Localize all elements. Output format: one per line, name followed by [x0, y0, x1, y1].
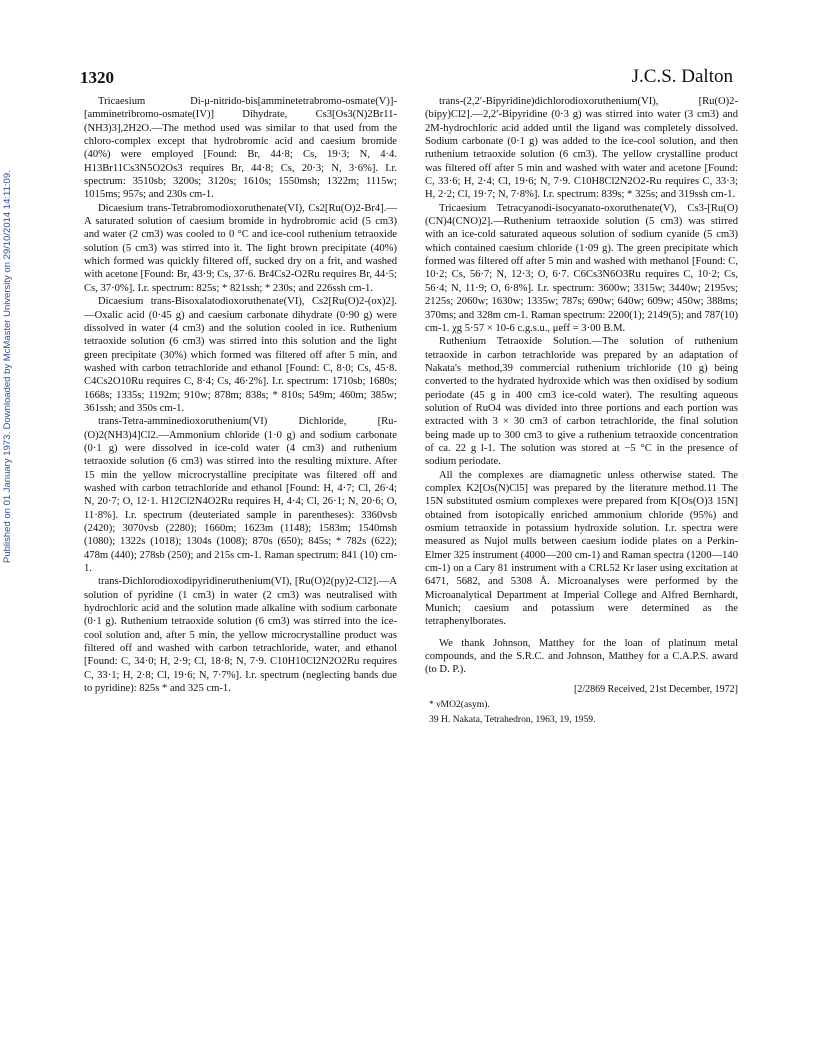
paragraph-general-methods: All the complexes are diamagnetic unless otherwise stated. The complex K2[Os(N)Cl5] was prepared by the literature method.11 The 15N substituted osmium complexes were prepared from K[Os(O)3 15N] obtained from isotopically enriched ammonium chloride (95%) and osmium tetraoxide in potassium hydroxide solution. I.r. spectra were measured as Nujol mulls between caesium iodide plates on a Perkin-Elmer 325 instrument (4000—200 cm-1) and Raman spectra (1200—140 cm-1) on a Cary 81 instrument with a CRL52 Kr laser using excitation at 6471, 5682, and 5308 Å. Microanalyses were performed by the Microanalytical Department at Imperial College and Alfred Bernhardt, Munich; caesium and potassium were determined as the tetraphenylborates.: [425, 469, 738, 628]
received-date: [2/2869 Received, 21st December, 1972]: [574, 683, 738, 695]
paragraph-tetra-amminedioxoruthenium: trans-Tetra-amminedioxoruthenium(VI) Dichloride, [Ru-(O)2(NH3)4]Cl2.—Ammonium chloride (1·0 g) and sodium carbonate (0·1 g) were dissolved in ice-cold water (4 cm3) and ruthenium tetraoxide solution (6 cm3) was stirred into the resulting mixture. After 15 min the yellow microcrystalline precipitate was filtered off and washed with carbon tetrachloride and ethanol [Found: H, 4·7; Cl, 26·4; N, 20·7; O, 12·1. H12Cl2N4O2Ru requires H, 4·4; Cl, 26·1; N, 20·6; O, 11·8%]. I.r. spectrum (deuteriated sample in parentheses): 3360vsb (2420); 3070vsb (2280); 1660m; 1623m (1148); 1583m; 1540msh (1080); 1322s (1018); 1304s (1008); 870s (650); 845s; * 782s (622); 478m (440); 278sb (250); and 215s cm-1. Raman spectrum: 841 (10) cm-1.: [84, 416, 397, 575]
paragraph-os-bromide-complex: Tricaesium Di-μ-nitrido-bis[amminetetrabromo-osmate(V)]-[amminetribromo-osmate(IV)] Dihydrate, Cs3[Os3(N)2Br11-(NH3)3],2H2O.—The method used was similar to that used from the chloro-complex except that hydrobromic acid and caesium bromide (40%) were employed [Found: Br, 44·8; Cs, 19·3; N, 4·4. H13Br11Cs3N5O2Os3 requires Br, 44·8; Cs, 20·3; N, 3·6%]. I.r. spectrum: 3510sb; 3200s; 3120s; 1610s; 1550msh; 1322m; 1115w; 1015ms; 957s; and 230s cm-1.: [84, 96, 397, 201]
paragraph-bipyridine-complex: trans-(2,2′-Bipyridine)dichlorodioxoruthenium(VI), [Ru(O)2-(bipy)Cl2].—2,2′-Bipyridine (0·3 g) was stirred into water (3 cm3) and 2M-hydrochloric acid added until the ligand was completely dissolved. Sodium carbonate (0·1 g) was added to the ice-cool solution, and then ruthenium tetraoxide solution (6 cm3). The yellow crystalline product was filtered off after 5 min and washed with water and acetone [Found: C, 33·6; H, 2·4; Cl, 19·6; N, 7·9. C10H8Cl2N2O2-Ru requires C, 33·3; H, 2·2; Cl, 19·7; N, 7·8%]. I.r. spectrum: 839s; * 325s; and 319ssh cm-1.: [425, 96, 738, 201]
left-column: [84, 95, 397, 695]
journal-title: J.C.S. Dalton: [631, 66, 733, 87]
footnote-asym: * νMO2(asym).: [429, 699, 490, 711]
paragraph-acknowledgements: We thank Johnson, Matthey for the loan of platinum metal compounds, and the S.R.C. and Johnson, Matthey for a C.A.P.S. award (to D. P.).: [425, 637, 738, 676]
paragraph-bisoxalatodioxoruthenate: Dicaesium trans-Bisoxalatodioxoruthenate(VI), Cs2[Ru(O)2-(ox)2].—Oxalic acid (0·45 g) and caesium carbonate dihydrate (0·90 g) were dissolved in water (4 cm3) and the solution cooled in ice. Ruthenium tetraoxide solution (6 cm3) was stirred into this solution and the light green precipitate (30%) which formed was filtered off after 5 min, and washed with carbon tetrachloride and ethanol [Found: C, 8·0; Cs, 45·8. C4Cs2O10Ru requires C, 8·4; Cs, 46·2%]. I.r. spectrum: 1710sb; 1680s; 1668s; 1335s; 1192m; 910w; 878m; 838s; * 810s; 549m; 460m; 385w; 361ssh; and 350s cm-1.: [84, 296, 397, 414]
footnote-reference-39: 39 H. Nakata, Tetrahedron, 1963, 19, 1959.: [429, 714, 596, 726]
paragraph-tetrabromodioxoruthenate: Dicaesium trans-Tetrabromodioxoruthenate(VI), Cs2[Ru(O)2-Br4].—A saturated solution of caesium bromide in hydrobromic acid (5 cm3) and water (2 cm3) was cooled to 0 °C and ice-cool ruthenium tetraoxide solution (5 cm3) was stirred into it. The light brown precipitate (40%) which formed was quickly filtered off, sucked dry on a frit, and washed with acetone [Found: Br, 43·9; Cs, 37·6. Br4Cs2-O2Ru requires Br, 44·5; Cs, 37·0%]. I.r. spectrum: 825s; * 821ssh; * 230s; and 226ssh cm-1.: [84, 202, 397, 294]
side-watermark: Published on 01 January 1973. Downloaded by McMaster University on 29/10/2014 14:11:09.: [2, 170, 13, 564]
paragraph-ruthenium-tetraoxide-solution: Ruthenium Tetraoxide Solution.—The solution of ruthenium tetraoxide in carbon tetrachloride was prepared by an adaptation of Nakata's method,39 commercial ruthenium trichloride (10 g) being converted to the hydrated hydroxide which was then oxidised by sodium periodate (45 g in 400 cm3 ice-cold water). The resulting aqueous solution of RuO4 was divided into three portions and each portion was extracted with 3 × 30 cm3 of carbon tetrachloride, the final solution being made up to 300 cm3 to give a ruthenium tetraoxide concentration of ca. 22 g l-1. The solution was stored at −5 °C in the presence of sodium periodate.: [425, 336, 738, 468]
paragraph-dichlorodioxodipyridine: trans-Dichlorodioxodipyridineruthenium(VI), [Ru(O)2(py)2-Cl2].—A solution of pyridine (1 cm3) in water (2 cm3) was neutralised with hydrochloric acid and the solution made alkaline with sodium carbonate (0·1 g). Ruthenium tetraoxide solution (6 cm3) was stirred into the ice-cool solution and, after 5 min, the yellow microcrystalline product was filtered off and washed with carbon tetrachloride, water, and ethanol [Found: C, 34·0; H, 2·9; Cl, 18·8; N, 7·9. C10H10Cl2N2O2Ru requires C, 33·1; H, 2·8; Cl, 19·6; N, 7·7%]. I.r. spectrum (neglecting bands due to pyridine): 825s * and 325 cm-1.: [84, 576, 397, 695]
page-number: 1320: [80, 68, 114, 87]
paragraph-tetracyanodi-isocyanato: Tricaesium Tetracyanodi-isocyanato-oxoruthenate(V), Cs3-[Ru(O)(CN)4(CNO)2].—Ruthenium tetraoxide solution (5 cm3) was stirred with an ice-cold saturated aqueous solution of sodium cyanide (5 cm3) which contained caesium chloride (1·09 g). The green precipitate which formed was filtered off after 5 min and washed with methanol [Found: C, 10·2; Cs, 56·7; N, 12·3; O, 6·7. C6Cs3N6O3Ru requires C, 10·2; Cs, 56·4; N, 11·9; O, 6·8%]. I.r. spectrum: 3600w; 3315w; 3440w; 2195vs; 2125s; 2060w; 1630w; 1335w; 787s; 690w; 640w; 609w; 450w; 388ms; 370ms; and 328m cm-1. Raman spectrum: 2200(1); 2149(5); and 787(10) cm-1. χg 5·57 × 10-6 c.g.s.u., μeff = 3·00 B.M.: [425, 202, 738, 334]
right-column: [425, 95, 738, 727]
